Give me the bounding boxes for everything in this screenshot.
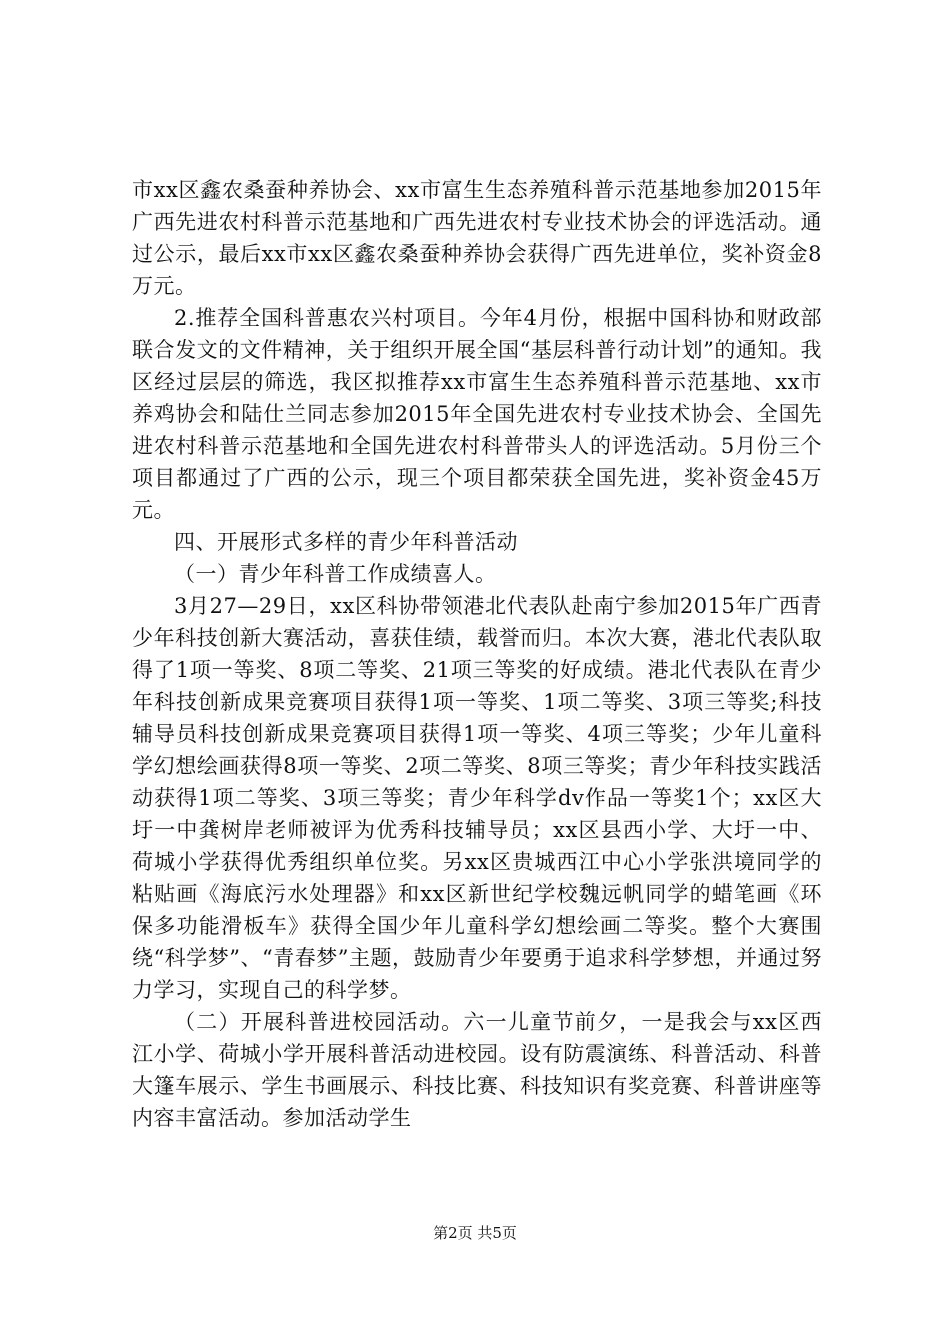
document-body <box>132 174 822 1134</box>
subheading-youth-achievements: （一）青少年科普工作成绩喜人。 <box>174 562 497 586</box>
page-footer: 第2页 共5页 <box>433 1224 517 1242</box>
paragraph-recommend-national-project: 2.推荐全国科普惠农兴村项目。今年4月份，根据中国科协和财政部联合发文的文件精神，关于组织开展全国“基层科普行动计划”的通知。我区经过层层的筛选，我区拟推荐xx市富生生态养殖科普示范基地、xx市养鸡协会和陆仕兰同志参加2015年全国先进农村专业技术协会、全国先进农村科普示范基地和全国先进农村科普带头人的评选活动。5月份三个项目都通过了广西的公示，现三个项目都荣获全国先进，奖补资金45万元。 <box>132 306 822 522</box>
paragraph-continuation: 市xx区鑫农桑蚕种养协会、xx市富生生态养殖科普示范基地参加2015年广西先进农村科普示范基地和广西先进农村专业技术协会的评选活动。通过公示，最后xx市xx区鑫农桑蚕种养协会获得广西先进单位，奖补资金8万元。 <box>132 178 822 298</box>
paragraph-science-in-schools: （二）开展科普进校园活动。六一儿童节前夕，一是我会与xx区西江小学、荷城小学开展科普活动进校园。设有防震演练、科普活动、科普大篷车展示、学生书画展示、科技比赛、科技知识有奖竞赛、科普讲座等内容丰富活动。参加活动学生 <box>132 1010 822 1130</box>
paragraph-competition-results: 3月27—29日，xx区科协带领港北代表队赴南宁参加2015年广西青少年科技创新大赛活动，喜获佳绩，载誉而归。本次大赛，港北代表队取得了1项一等奖、8项二等奖、21项三等奖的好成绩。港北代表队在青少年科技创新成果竞赛项目获得1项一等奖、1项二等奖、3项三等奖;科技辅导员科技创新成果竞赛项目获得1项一等奖、4项三等奖；少年儿童科学幻想绘画获得8项一等奖、2项二等奖、8项三等奖；青少年科技实践活动获得1项二等奖、3项三等奖；青少年科学dv作品一等奖1个；xx区大圩一中龚树岸老师被评为优秀科技辅导员；xx区县西小学、大圩一中、荷城小学获得优秀组织单位奖。另xx区贵城西江中心小学张洪境同学的粘贴画《海底污水处理器》和xx区新世纪学校魏远帆同学的蜡笔画《环保多功能滑板车》获得全国少年儿童科学幻想绘画二等奖。整个大赛围绕“科学梦”、“青春梦”主题，鼓励青少年要勇于追求科学梦想，并通过努力学习，实现自己的科学梦。 <box>132 594 822 1002</box>
section-heading-youth-activities: 四、开展形式多样的青少年科普活动 <box>174 530 518 554</box>
